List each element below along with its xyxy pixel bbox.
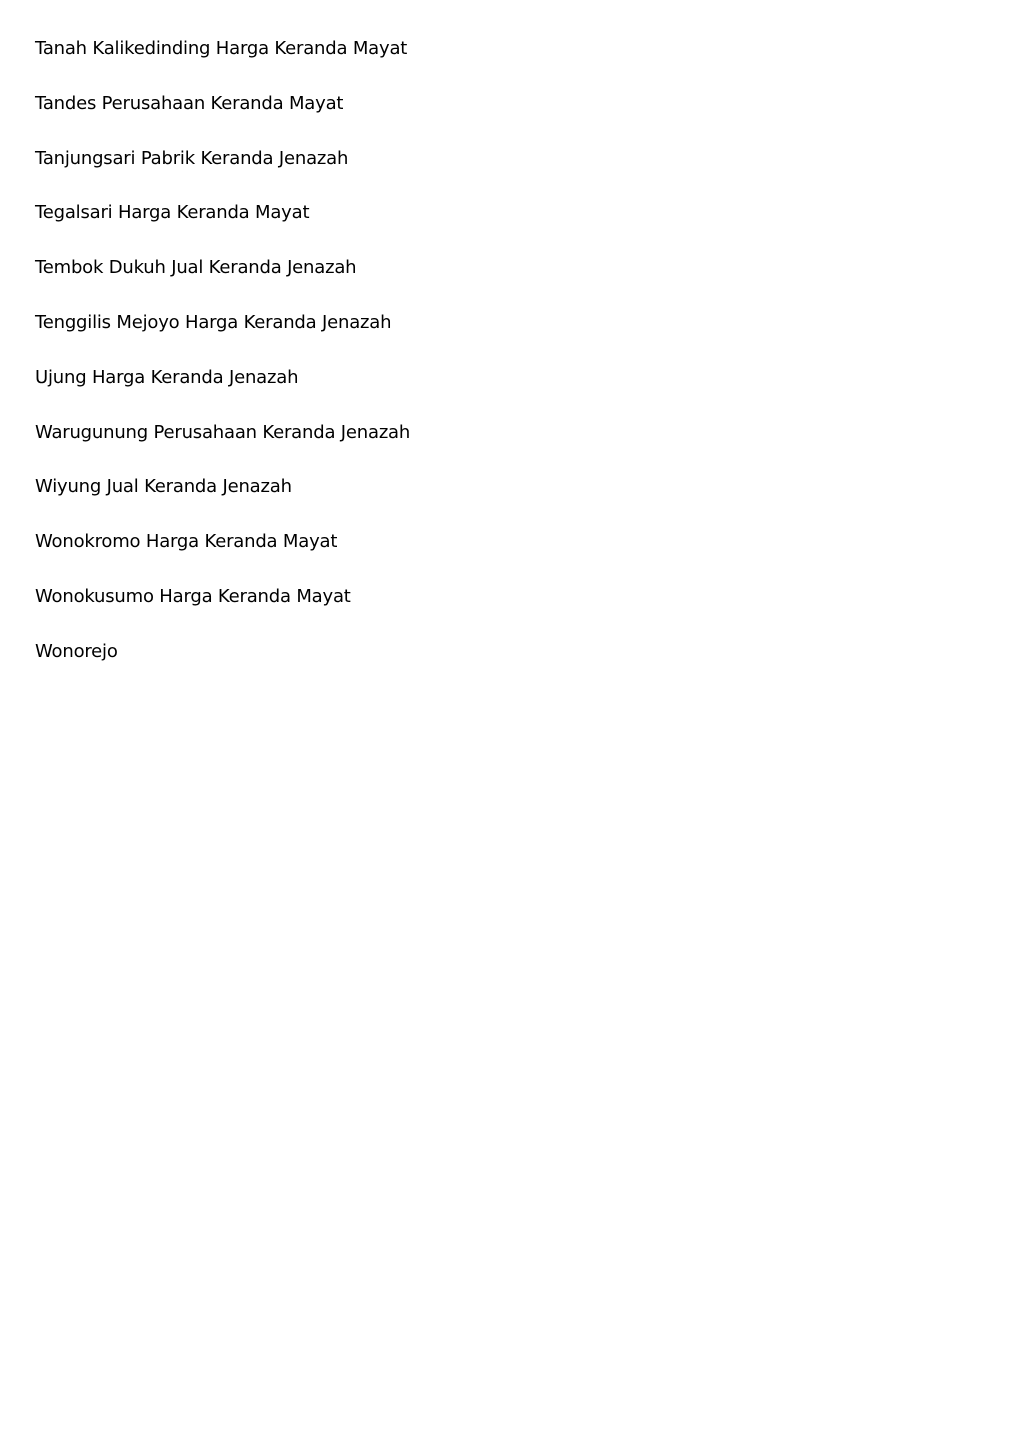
location-link[interactable]: Wiyung Jual Keranda Jenazah: [35, 476, 292, 498]
list-item: [35, 256, 410, 311]
list-item: [35, 201, 410, 256]
location-link[interactable]: Wonokusumo Harga Keranda Mayat: [35, 585, 351, 607]
list-item: [35, 147, 410, 202]
location-link[interactable]: Wonokromo Harga Keranda Mayat: [35, 531, 338, 553]
location-link[interactable]: Ujung Harga Keranda Jenazah: [35, 366, 299, 388]
list-item: [35, 585, 410, 640]
location-link[interactable]: Warugunung Perusahaan Keranda Jenazah: [35, 421, 411, 443]
list-item: [35, 475, 410, 530]
location-link[interactable]: Tenggilis Mejoyo Harga Keranda Jenazah: [35, 311, 392, 333]
location-link[interactable]: Tandes Perusahaan Keranda Mayat: [35, 92, 344, 114]
location-link-list: [35, 37, 410, 695]
location-link[interactable]: Wonorejo: [35, 640, 118, 662]
location-link[interactable]: Tembok Dukuh Jual Keranda Jenazah: [35, 257, 357, 279]
location-link[interactable]: Tegalsari Harga Keranda Mayat: [35, 202, 310, 224]
location-link[interactable]: Tanjungsari Pabrik Keranda Jenazah: [35, 147, 349, 169]
list-item: [35, 640, 410, 695]
list-item: [35, 530, 410, 585]
location-link[interactable]: Tanah Kalikedinding Harga Keranda Mayat: [35, 38, 408, 59]
list-item: [35, 92, 410, 147]
list-item: [35, 421, 410, 476]
list-item: [35, 37, 410, 92]
list-item: [35, 311, 410, 366]
list-item: [35, 366, 410, 421]
